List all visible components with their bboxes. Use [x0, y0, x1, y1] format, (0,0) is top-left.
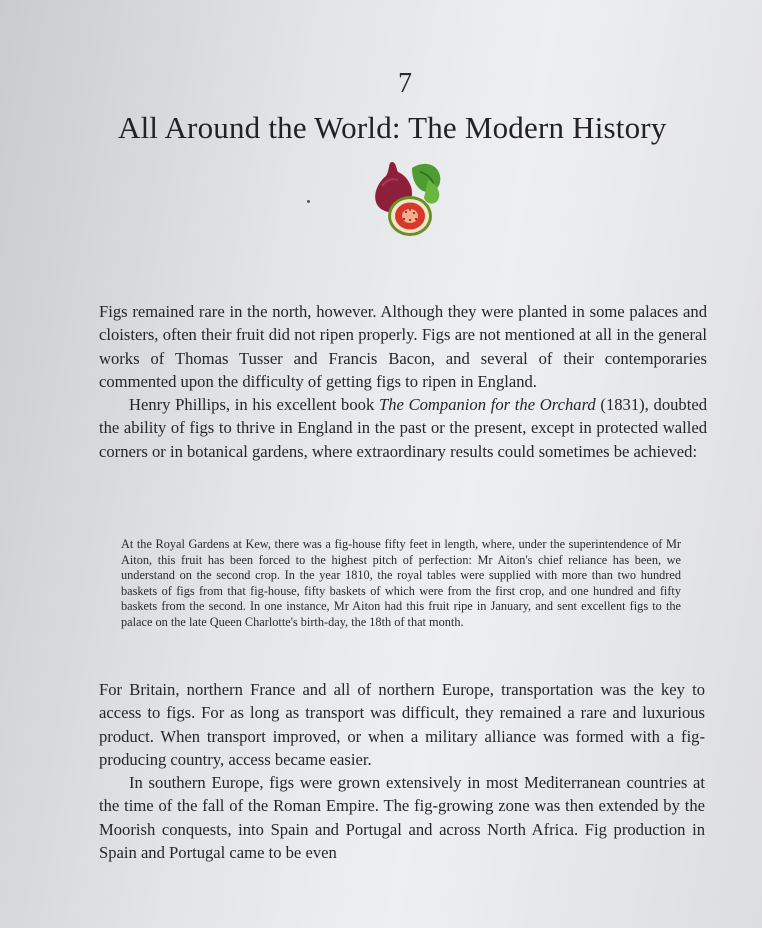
paragraph-text: Henry Phillips, in his excellent book [129, 395, 379, 415]
paragraph: Figs remained rare in the north, however. Although they were planted in some palaces and cloisters, often their fruit did not ripen properly. Figs are not mentioned at all in the general works of Thomas Tusser and Francis Bacon, and several of their contemporaries commented upon the difficulty of getting figs to ripen in England. [99, 302, 707, 391]
paragraph [99, 393, 707, 463]
book-title: The Companion for the Orchard [378, 395, 596, 415]
body-text-bottom [99, 678, 705, 864]
chapter-number: 7 [398, 68, 412, 99]
print-speck [307, 200, 310, 203]
paragraph-text: (1831), doubted the ability of figs to thrive in England in the past or the present, except in protected walled corners or in botanical gardens, where extraordinary results could sometimes be achieved: [99, 395, 707, 461]
body-text-top [99, 300, 707, 463]
block-quote: At the Royal Gardens at Kew, there was a fig-house fifty feet in length, where, under the superintendence of Mr Aiton, this fruit has been forced to the highest pitch of perfection: Mr Aiton's chief reliance has been, we understand on the second crop. In the year 1810, the royal tables were supplied with more than two hundred baskets of figs from that fig-house, fifty baskets of which were from the first crop, and one hundred and fifty baskets from the second. In one instance, Mr Aiton had this fruit ripe in January, and sent excellent figs to the palace on the late Queen Charlotte's birth-day, the 18th of that month. [121, 537, 681, 629]
chapter-title: All Around the World: The Modern History [118, 110, 667, 145]
paragraph: In southern Europe, figs were grown extensively in most Mediterranean countries at the time of the fall of the Roman Empire. The fig-growing zone was then extended by the Moorish conquests, into Spain and Portugal and across North Africa. Fig production in Spain and Portugal came to be even [99, 773, 705, 863]
paragraph: For Britain, northern France and all of northern Europe, transportation was the key to access to figs. For as long as transport was difficult, they remained a rare and luxurious product. When transport improved, or when a military alliance was formed with a fig-producing country, access became easier. [99, 680, 705, 769]
fig-fruit-icon [368, 158, 448, 244]
